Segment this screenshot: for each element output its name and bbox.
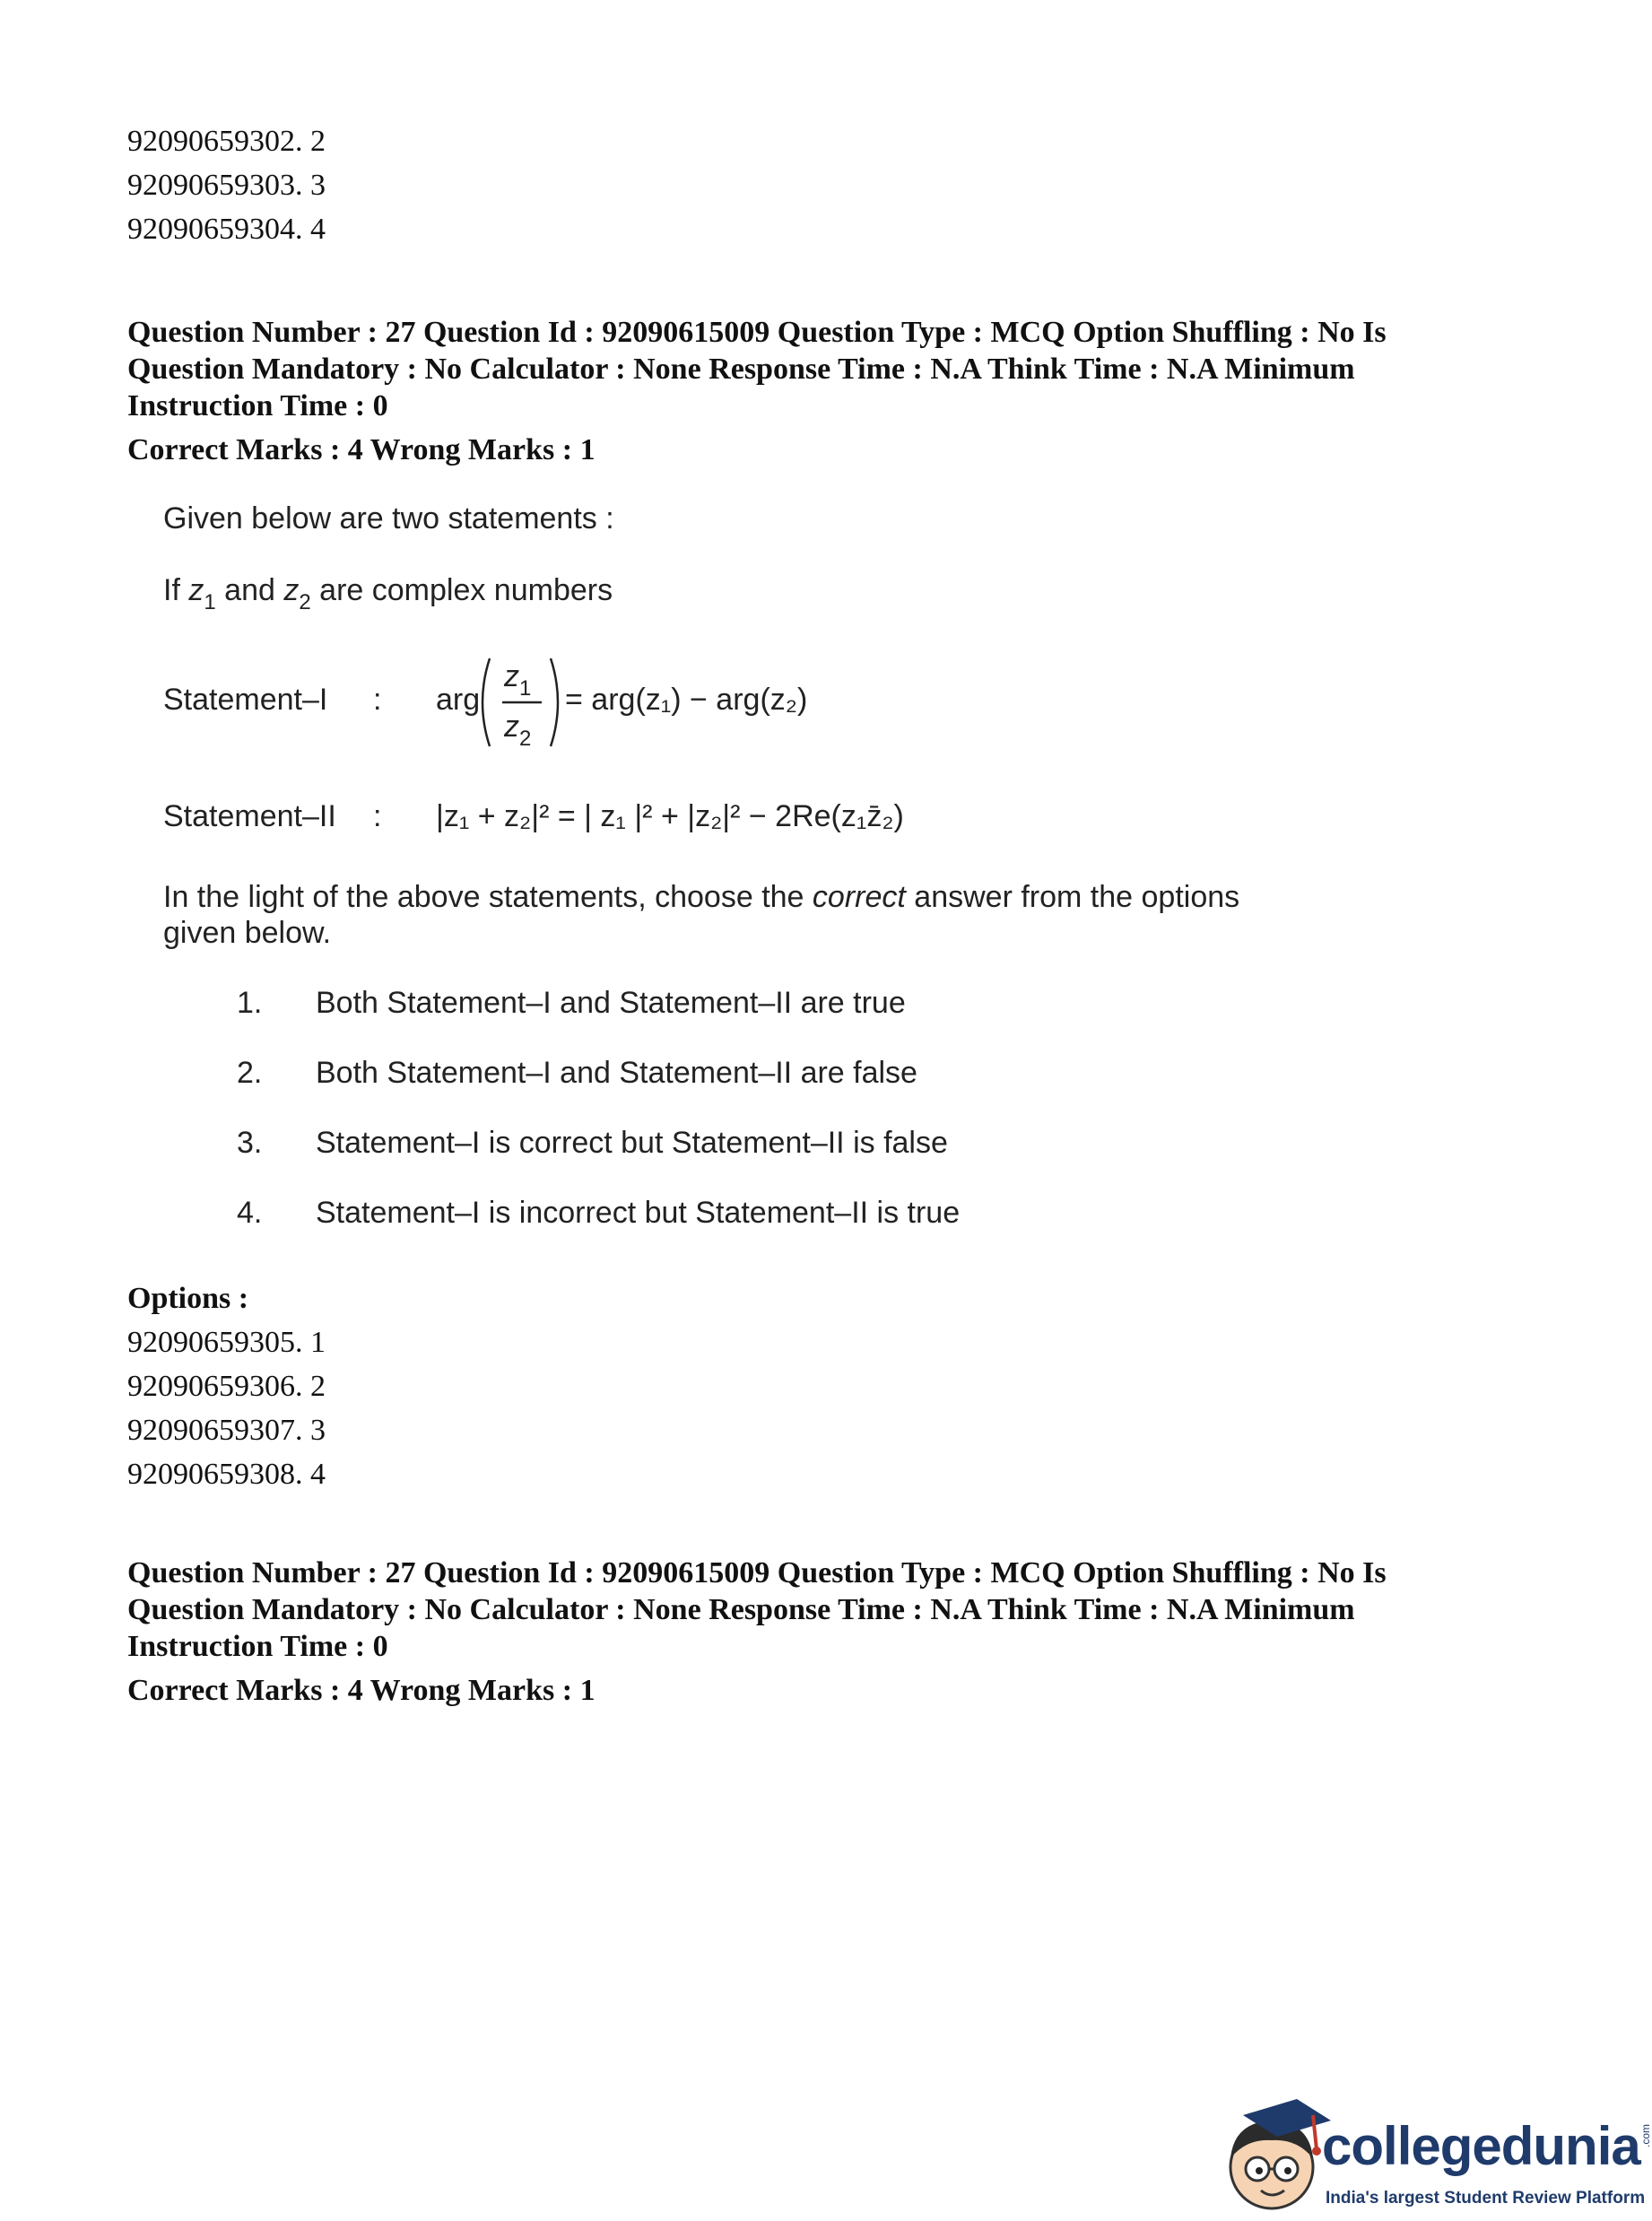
- next-question-meta: [127, 1555, 1526, 1665]
- choice-text: Statement–I is correct but Statement–II is false: [316, 1126, 948, 1160]
- question-meta-line: Instruction Time : 0: [127, 389, 388, 422]
- statement1-colon: :: [373, 683, 382, 717]
- collegedunia-logo: [1216, 2095, 1652, 2221]
- mascot-icon: [1216, 2095, 1333, 2217]
- choice-number: 2.: [237, 1056, 263, 1090]
- choice-text: Both Statement–I and Statement–II are true: [316, 986, 906, 1020]
- statement2-colon: :: [373, 799, 382, 833]
- statement1-label: Statement–I: [163, 683, 328, 717]
- question-condition: If $z_1$ and $z_2$ are complex numbers: [163, 573, 613, 614]
- right-paren-icon: [551, 658, 558, 746]
- question-marks: Correct Marks : 4 Wrong Marks : 1: [127, 433, 596, 466]
- prev-option-3: 92090659303. 3: [127, 169, 326, 202]
- choice-number: 1.: [237, 986, 263, 1020]
- question-meta-line: Instruction Time : 0: [127, 1630, 388, 1663]
- choice-number: 4.: [237, 1196, 263, 1230]
- question-meta-line: Question Number : 27 Question Id : 92090615009 Question Type : MCQ Option Shuffling : No Is: [127, 1556, 1387, 1590]
- question-meta-line: Question Mandatory : No Calculator : None Response Time : N.A Think Time : N.A Minimum: [127, 1593, 1355, 1626]
- question-instruction-line1: In the light of the above statements, choose the correct answer from the options: [163, 880, 1240, 914]
- options-label: Options :: [127, 1282, 249, 1315]
- option-item: 92090659308. 4: [127, 1458, 326, 1491]
- statement1-rhs: = arg(z₁) − arg(z₂): [565, 683, 808, 717]
- choice-text: Statement–I is incorrect but Statement–II is true: [316, 1196, 961, 1230]
- logo-dotcom: .com: [1639, 2123, 1652, 2148]
- option-item: 92090659306. 2: [127, 1370, 326, 1403]
- prev-option-2: 92090659302. 2: [127, 125, 326, 158]
- choice-text: Both Statement–I and Statement–II are false: [316, 1056, 917, 1090]
- statement2-label: Statement–II: [163, 799, 336, 833]
- left-paren-icon: [483, 658, 490, 746]
- choice-number: 3.: [237, 1126, 263, 1160]
- prev-option-4: 92090659304. 4: [127, 213, 326, 246]
- question-meta-line: Question Mandatory : No Calculator : None Response Time : N.A Think Time : N.A Minimum: [127, 353, 1355, 386]
- fraction-denominator: $z_2$: [504, 710, 532, 751]
- question-meta: [127, 314, 1526, 424]
- fraction-numerator: $z_1$: [504, 659, 532, 701]
- option-item: 92090659307. 3: [127, 1414, 326, 1447]
- question-instruction-line2: given below.: [163, 916, 332, 950]
- option-item: 92090659305. 1: [127, 1326, 326, 1359]
- logo-tagline: India's largest Student Review Platform: [1326, 2189, 1646, 2208]
- logo-brand: collegedunia: [1322, 2116, 1640, 2176]
- question-meta-line: Question Number : 27 Question Id : 92090615009 Question Type : MCQ Option Shuffling : No Is: [127, 316, 1387, 349]
- statement1-arg: arg: [436, 683, 481, 717]
- question-intro: Given below are two statements :: [163, 501, 614, 536]
- next-question-marks: Correct Marks : 4 Wrong Marks : 1: [127, 1674, 596, 1707]
- statement2-expression: |z₁ + z₂|² = | z₁ |² + |z₂|² − 2Re(z₁z̄₂): [436, 799, 904, 833]
